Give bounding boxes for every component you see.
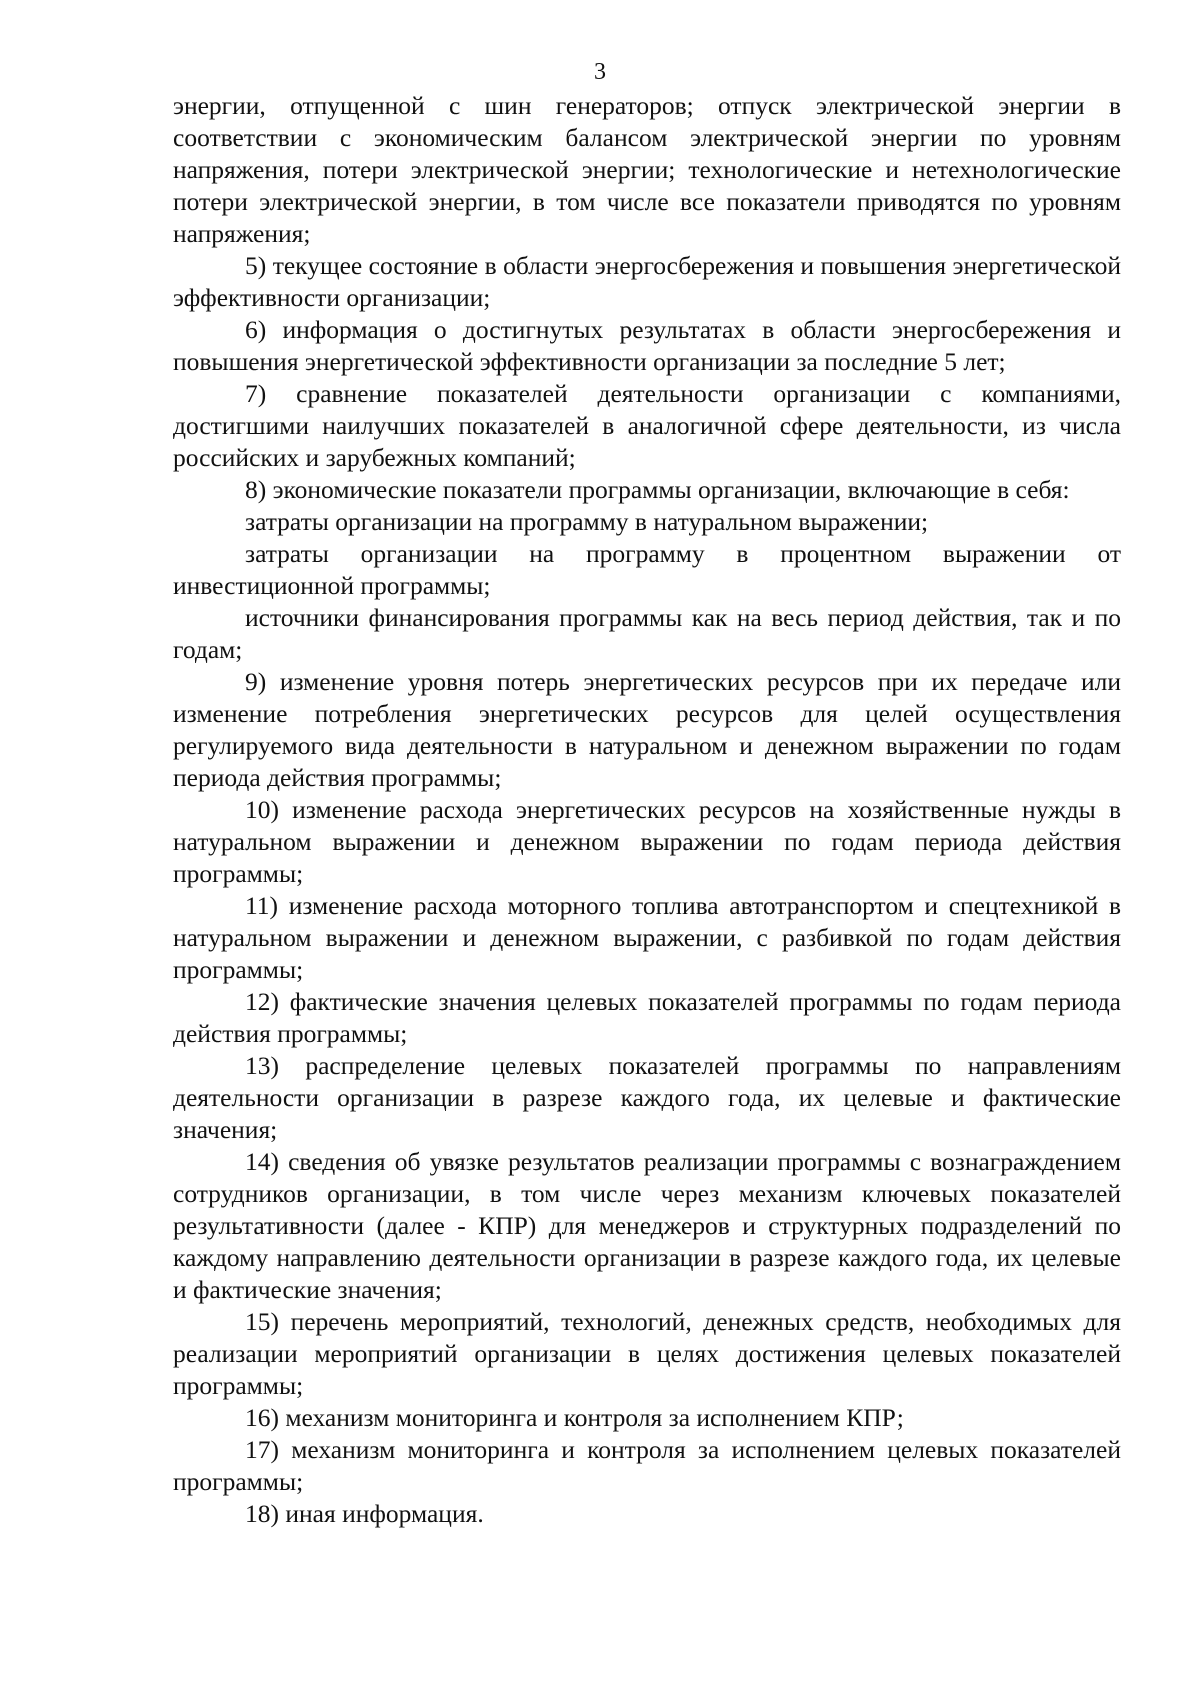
list-item-10: 10) изменение расхода энергетических ресурсов на хозяйственные нужды в натуральном выражении и денежном выражении по годам периода действия программы; <box>173 795 1121 888</box>
list-item-6: 6) информация о достигнутых результатах в области энергосбережения и повышения энергетической эффективности организации за последние 5 лет; <box>173 315 1121 376</box>
paragraph-continuation: энергии, отпущенной с шин генераторов; отпуск электрической энергии в соответствии с экономическим балансом электрической энергии по уровням напряжения, потери электрической энергии; технологические и нетехнологические потери электрической энергии, в том числе все показатели приводятся по уровням напряжения; <box>173 91 1121 248</box>
list-item-12: 12) фактические значения целевых показателей программы по годам периода действия программы; <box>173 987 1121 1048</box>
list-subitem-natural-costs: затраты организации на программу в натуральном выражении; <box>245 507 929 536</box>
list-item-13: 13) распределение целевых показателей программы по направлениям деятельности организации в разрезе каждого года, их целевые и фактические значения; <box>173 1051 1121 1144</box>
list-item-9: 9) изменение уровня потерь энергетических ресурсов при их передаче или изменение потребления энергетических ресурсов для целей осуществления регулируемого вида деятельности в натуральном и денежном выражении по годам периода действия программы; <box>173 667 1121 792</box>
list-item-14: 14) сведения об увязке результатов реализации программы с вознаграждением сотрудников организации, в том числе через механизм ключевых показателей результативности (далее - КПР) для менеджеров и структурных подразделений по каждому направлению деятельности организации в разрезе каждого года, их целевые и фактические значения; <box>173 1147 1121 1304</box>
list-item-18: 18) иная информация. <box>245 1499 484 1528</box>
list-item-15: 15) перечень мероприятий, технологий, денежных средств, необходимых для реализации мероприятий организации в целях достижения целевых показателей программы; <box>173 1307 1121 1400</box>
list-item-7: 7) сравнение показателей деятельности организации с компаниями, достигшими наилучших показателей в аналогичной сфере деятельности, из числа российских и зарубежных компаний; <box>173 379 1121 472</box>
page-number: 3 <box>594 59 606 85</box>
document-body <box>173 90 1121 1530</box>
list-item-17: 17) механизм мониторинга и контроля за исполнением целевых показателей программы; <box>173 1435 1121 1496</box>
list-item-11: 11) изменение расхода моторного топлива автотранспортом и спецтехникой в натуральном выражении и денежном выражении, с разбивкой по годам действия программы; <box>173 891 1121 984</box>
list-item-5: 5) текущее состояние в области энергосбережения и повышения энергетической эффективности организации; <box>173 251 1121 312</box>
list-item-16: 16) механизм мониторинга и контроля за исполнением КПР; <box>245 1403 904 1432</box>
list-subitem-percent-costs: затраты организации на программу в процентном выражении от инвестиционной программы; <box>173 539 1121 600</box>
list-item-8: 8) экономические показатели программы организации, включающие в себя: <box>245 475 1070 504</box>
list-subitem-funding-sources: источники финансирования программы как на весь период действия, так и по годам; <box>173 603 1121 664</box>
